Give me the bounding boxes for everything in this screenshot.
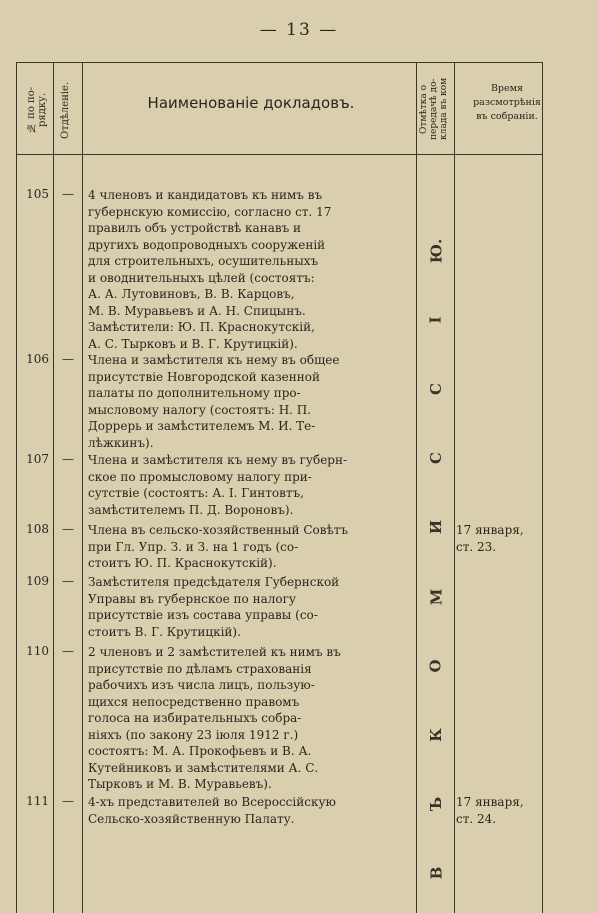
- row-text: [88, 352, 418, 451]
- committee-letter: С: [426, 452, 445, 465]
- text-line: 2 членовъ и 2 замѣстителей къ нимъ въ: [88, 645, 341, 659]
- text-line: Кутейниковъ и замѣстителями А. С.: [88, 760, 319, 775]
- text-line: Тырковъ и М. В. Муравьевъ).: [88, 777, 272, 791]
- text-line: присутствіе Новгородской казенной: [88, 369, 320, 384]
- committee-letter: М: [426, 588, 445, 605]
- row-number: 110: [26, 644, 49, 658]
- column-divider: [53, 62, 54, 913]
- text-line: присутствіе изъ состава управы (со-: [88, 608, 318, 622]
- review-time: 17 января, ст. 23.: [456, 523, 524, 554]
- row-number: 105: [26, 187, 49, 201]
- row-text: [88, 794, 418, 827]
- header-time-line: Время: [490, 83, 524, 94]
- row-text: [88, 574, 418, 640]
- column-divider: [82, 62, 83, 913]
- committee-letter: В: [427, 866, 445, 880]
- row-number: 106: [26, 352, 49, 366]
- header-time-line: разсмотрѣнія: [473, 97, 541, 108]
- header-number: № по по-рядку.: [26, 86, 48, 134]
- header-bottom-border: [16, 154, 543, 155]
- row-department: —: [62, 352, 74, 366]
- committee-letter: О: [426, 659, 445, 673]
- text-line: Члена и замѣстителя къ нему въ общее: [88, 353, 340, 367]
- committee-letter: И: [427, 520, 445, 535]
- text-line: замѣстителемъ П. Д. Вороновъ).: [88, 502, 294, 517]
- committee-letter: І: [427, 316, 445, 324]
- row-department: —: [62, 452, 74, 466]
- text-line: голоса на избирательныхъ собра-: [88, 711, 302, 725]
- row-text: [88, 522, 418, 572]
- row-department: —: [62, 522, 74, 536]
- header-transfer-mark: Отмѣтка о передачѣ до-клада въ ком: [419, 77, 449, 141]
- text-line: и оводнительныхъ цѣлей (состоятъ:: [88, 270, 315, 285]
- row-number: 109: [26, 574, 49, 588]
- text-line: А. С. Тырковъ и В. Г. Крутицкій).: [88, 336, 298, 351]
- row-number: 107: [26, 452, 49, 466]
- row-text: [88, 452, 418, 518]
- text-line: другихъ водопроводныхъ сооруженій: [88, 237, 326, 252]
- text-line: Замѣстителя предсѣдателя Губернской: [88, 575, 340, 589]
- committee-letter: Ю.: [427, 238, 445, 264]
- text-line: стоитъ В. Г. Крутицкій).: [88, 624, 241, 639]
- text-line: Сельско-хозяйственную Палату.: [88, 811, 295, 826]
- column-divider: [454, 62, 455, 913]
- row-department: —: [62, 794, 74, 808]
- text-line: губернскую комиссію, согласно ст. 17: [88, 204, 332, 219]
- text-line: присутствіе по дѣламъ страхованія: [88, 661, 312, 676]
- text-line: для строительныхъ, осушительныхъ: [88, 254, 319, 268]
- committee-letter: К: [427, 727, 445, 742]
- text-line: 4 членовъ и кандидатовъ къ нимъ въ: [88, 188, 323, 202]
- committee-letter: Ъ: [426, 796, 445, 812]
- text-line: ское по промысловому налогу при-: [88, 469, 312, 484]
- committee-letter: С: [426, 383, 445, 396]
- report-table: [16, 62, 543, 913]
- review-time: 17 января, ст. 24.: [456, 795, 524, 826]
- row-text: [88, 644, 418, 793]
- text-line: Замѣстители: Ю. П. Краснокутскій,: [88, 320, 315, 334]
- text-line: при Гл. Упр. З. и З. на 1 годъ (со-: [88, 539, 299, 554]
- table-top-border: [16, 62, 543, 63]
- header-time-line: въ собраніи.: [476, 111, 538, 122]
- text-line: 4-хъ представителей во Всероссійскую: [88, 795, 336, 809]
- header-report-name: Наименованіе докладовъ.: [147, 94, 355, 112]
- page-number: — 13 —: [259, 20, 339, 40]
- header-review-time: [471, 82, 543, 124]
- text-line: лѣжкинъ).: [88, 435, 154, 450]
- text-line: Управы въ губернское по налогу: [88, 591, 296, 606]
- text-line: палаты по дополнительному про-: [88, 386, 301, 400]
- text-line: сутствіе (состоятъ: А. І. Гинтовтъ,: [88, 486, 304, 500]
- text-line: рабочихъ изъ числа лицъ, пользую-: [88, 678, 315, 692]
- text-line: состоятъ: М. А. Прокофьевъ и В. А.: [88, 744, 312, 758]
- text-line: М. В. Муравьевъ и А. Н. Спицынъ.: [88, 303, 306, 318]
- row-department: —: [62, 644, 74, 658]
- column-divider: [542, 62, 543, 913]
- text-line: Доррерь и замѣстителемъ М. И. Те-: [88, 419, 316, 433]
- text-line: мысловому налогу (состоятъ: Н. П.: [88, 402, 312, 417]
- header-department: Отдѣленіе.: [60, 81, 71, 139]
- row-department: —: [62, 187, 74, 201]
- text-line: А. А. Лутовиновъ, В. В. Карцовъ,: [88, 287, 295, 301]
- row-department: —: [62, 574, 74, 588]
- row-number: 108: [26, 522, 49, 536]
- committee-column: [418, 238, 454, 882]
- row-number: 111: [26, 794, 49, 808]
- row-text: [88, 187, 418, 352]
- text-line: правилъ объ устройствѣ канавъ и: [88, 221, 302, 235]
- text-line: Члена въ сельско-хозяйственный Совѣтъ: [88, 523, 349, 537]
- text-line: Члена и замѣстителя къ нему въ губерн-: [88, 453, 348, 467]
- text-line: стоитъ Ю. П. Краснокутскій).: [88, 556, 277, 570]
- text-line: ніяхъ (по закону 23 іюля 1912 г.): [88, 727, 299, 742]
- text-line: щихся непосредственно правомъ: [88, 694, 300, 709]
